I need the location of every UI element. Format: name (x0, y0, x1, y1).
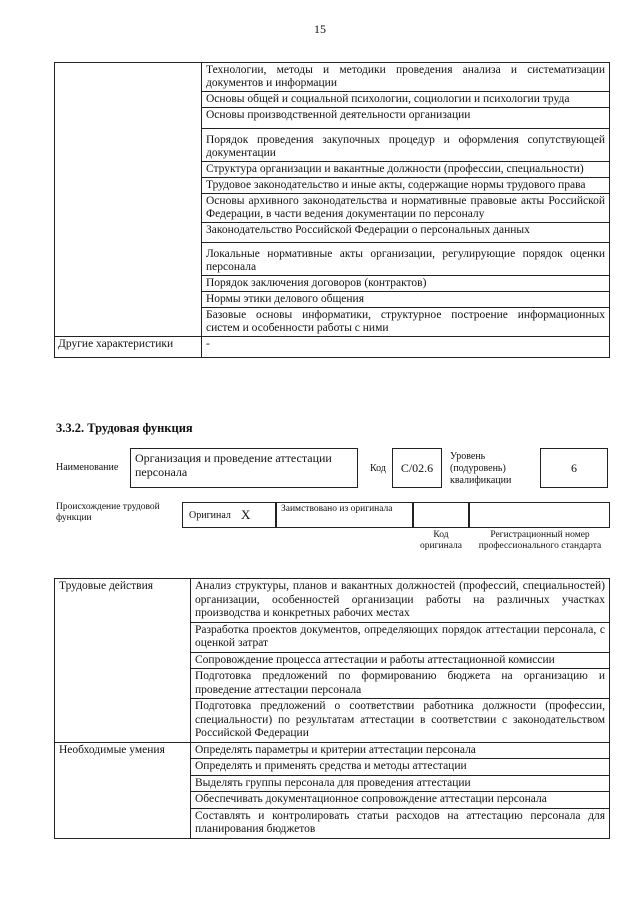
knowledge-item: Порядок заключения договоров (контрактов) (202, 276, 610, 292)
code-caption: Код оригинала (420, 530, 462, 551)
table-row (55, 579, 610, 623)
table-row (55, 337, 610, 358)
knowledge-item: Локальные нормативные акты организации, регулирующие порядок оценки персонала (202, 243, 610, 276)
skills-label: Необходимые умения (55, 742, 191, 838)
code-label: Код (370, 463, 386, 474)
knowledge-item: Структура организации и вакантные должности (профессии, специальности) (202, 162, 610, 178)
action-item: Разработка проектов документов, определяющих порядок аттестации персонала, с оценкой затрат (191, 622, 610, 652)
original-box (182, 502, 276, 528)
table-row (55, 742, 610, 759)
knowledge-item: Трудовое законодательство и иные акты, содержащие нормы трудового права (202, 178, 610, 194)
actions-label: Трудовые действия (55, 579, 191, 743)
action-item: Анализ структуры, планов и вакантных должностей (профессий, специальностей) организации, особенностей организации работы на различных участках производства и конкретных рабочих местах (191, 579, 610, 623)
other-characteristics-label: Другие характеристики (55, 337, 202, 358)
origin-label: Происхождение трудовой функции (56, 502, 160, 523)
knowledge-item: Основы общей и социальной психологии, социологии и психологии труда (202, 92, 610, 108)
knowledge-item: Нормы этики делового общения (202, 292, 610, 308)
knowledge-item: Основы производственной деятельности организации (202, 108, 610, 129)
other-characteristics-value: - (202, 337, 610, 358)
section-title: 3.3.2. Трудовая функция (56, 421, 193, 435)
knowledge-item: Основы архивного законодательства и нормативные правовые акты Российской Федерации, в части ведения документации по персоналу (202, 194, 610, 223)
reg-number-box (469, 502, 610, 528)
level-value-box: 6 (540, 448, 608, 488)
action-item: Подготовка предложений о соответствии работника должности (профессии, специальности) по результатам аттестации в соответствии с законодательством Российской Федерации (191, 699, 610, 743)
page-number: 15 (314, 22, 326, 36)
skill-item: Определять и применять средства и методы аттестации (191, 759, 610, 776)
skill-item: Обеспечивать документационное сопровождение аттестации персонала (191, 792, 610, 809)
borrowed-box: Заимствовано из оригинала (276, 502, 413, 528)
skill-item: Составлять и контролировать статьи расходов на аттестацию персонала для планирования бюджетов (191, 808, 610, 838)
table-row (55, 63, 610, 92)
level-label: Уровень (подуровень) квалификации (450, 451, 512, 486)
knowledge-item: Базовые основы информатики, структурное построение информационных систем и особенности работы с ними (202, 308, 610, 337)
knowledge-item: Законодательство Российской Федерации о персональных данных (202, 223, 610, 243)
action-item: Подготовка предложений по формированию бюджета на организацию и проведение аттестации персонала (191, 669, 610, 699)
knowledge-item: Технологии, методы и методики проведения анализа и систематизации документов и информации (202, 63, 610, 92)
function-code-box: С/02.6 (392, 448, 442, 488)
empty-label-cell (55, 63, 202, 337)
knowledge-item: Порядок проведения закупочных процедур и оформления сопутствующей документации (202, 129, 610, 162)
original-label: Оригинал (189, 510, 231, 521)
original-code-box (413, 502, 469, 528)
reg-caption: Регистрационный номер профессионального стандарта (478, 530, 602, 551)
skill-item: Выделять группы персонала для проведения аттестации (191, 775, 610, 792)
actions-table (54, 578, 610, 839)
knowledge-table (54, 62, 610, 358)
function-name-box: Организация и проведение аттестации персонала (130, 448, 358, 488)
action-item: Сопровождение процесса аттестации и работы аттестационной комиссии (191, 652, 610, 669)
skill-item: Определять параметры и критерии аттестации персонала (191, 742, 610, 759)
name-label: Наименование (56, 462, 119, 473)
original-mark: X (241, 507, 251, 522)
